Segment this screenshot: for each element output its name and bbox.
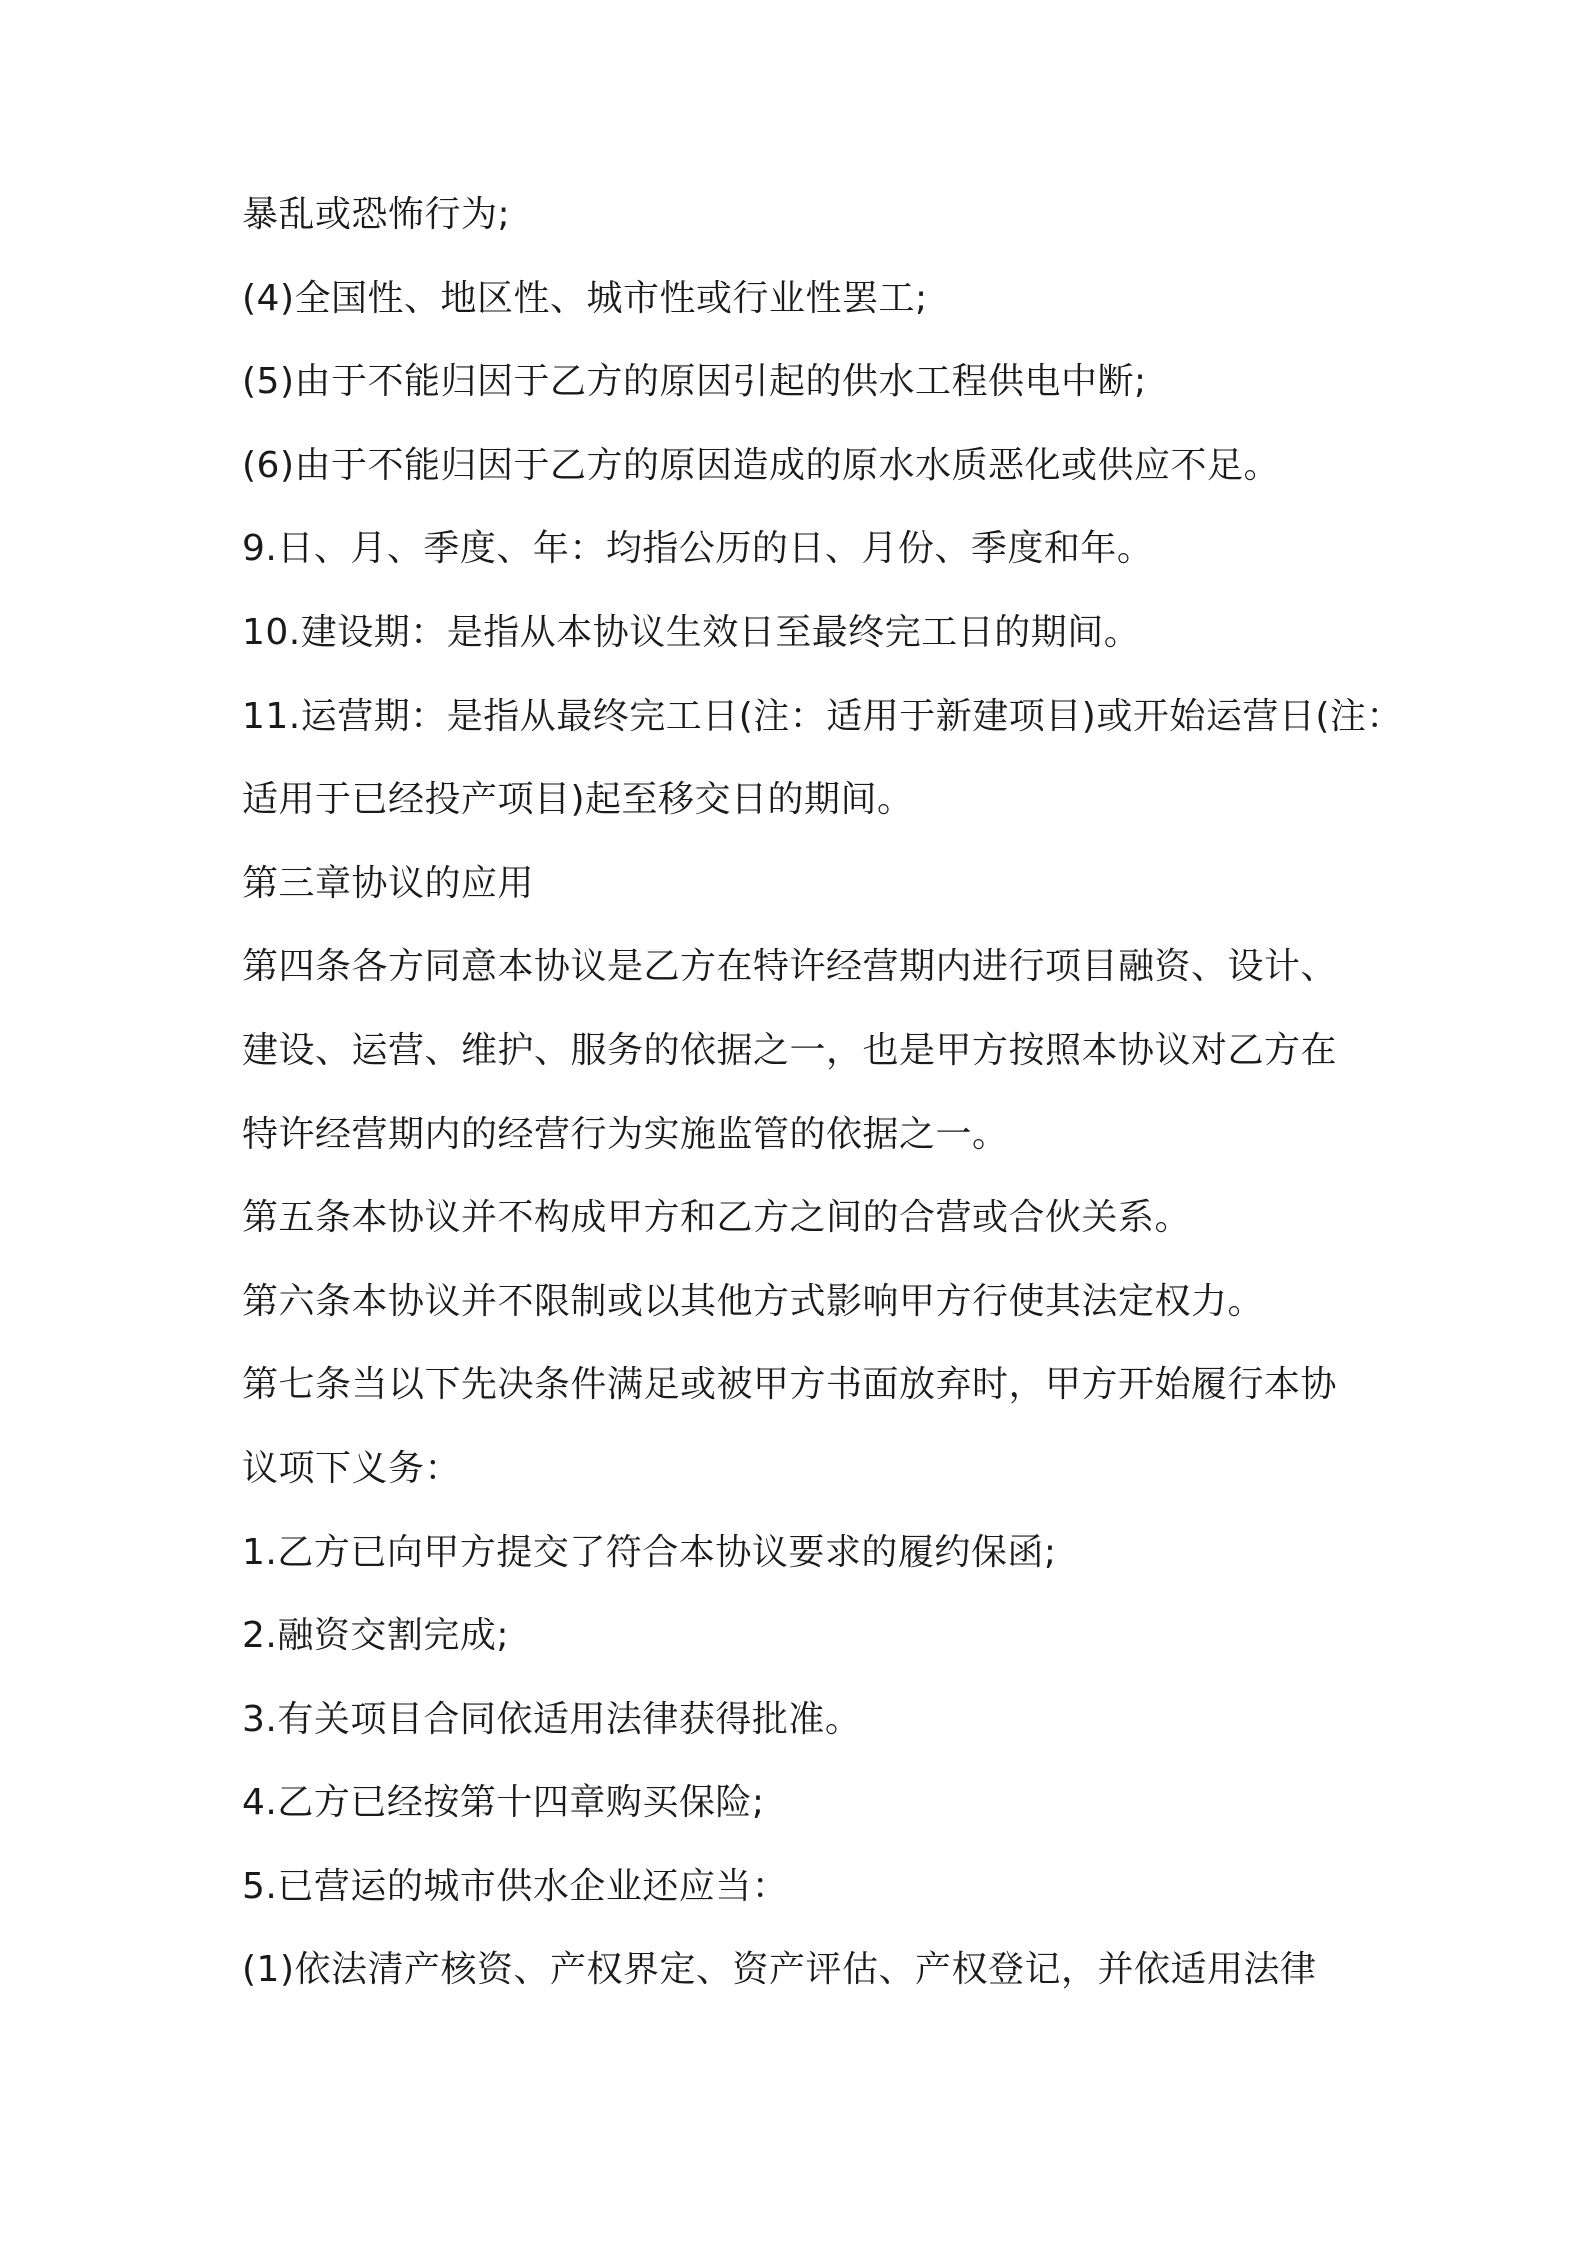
- text-line: 议项下义务：: [242, 1447, 462, 1489]
- text-line: 5.已营运的城市供水企业还应当：: [242, 1865, 789, 1907]
- text-line: 10.建设期：是指从本协议生效日至最终完工日的期间。: [242, 611, 1141, 653]
- text-line: (6)由于不能归因于乙方的原因造成的原水水质恶化或供应不足。: [242, 444, 1280, 486]
- text-line: 2.融资交割完成;: [242, 1615, 509, 1657]
- text-line: 第六条本协议并不限制或以其他方式影响甲方行使其法定权力。: [242, 1280, 1265, 1322]
- text-line: (5)由于不能归因于乙方的原因引起的供水工程供电中断;: [242, 361, 1147, 403]
- text-line: (1)依法清产核资、产权界定、资产评估、产权登记，并依适用法律: [242, 1949, 1317, 1991]
- text-line: 9.日、月、季度、年：均指公历的日、月份、季度和年。: [242, 528, 1154, 570]
- text-line: 第四条各方同意本协议是乙方在特许经营期内进行项目融资、设计、: [242, 946, 1338, 988]
- text-line: 第七条当以下先决条件满足或被甲方书面放弃时，甲方开始履行本协: [242, 1364, 1338, 1406]
- text-line: 3.有关项目合同依适用法律获得批准。: [242, 1698, 862, 1740]
- chapter-heading: 第三章协议的应用: [242, 862, 535, 904]
- text-line: 特许经营期内的经营行为实施监管的依据之一。: [242, 1113, 1009, 1155]
- text-line: 1.乙方已向甲方提交了符合本协议要求的履约保函;: [242, 1531, 1057, 1573]
- text-line: 建设、运营、维护、服务的依据之一，也是甲方按照本协议对乙方在: [242, 1029, 1338, 1071]
- text-line: 第五条本协议并不构成甲方和乙方之间的合营或合伙关系。: [242, 1197, 1192, 1239]
- text-line: 4.乙方已经按第十四章购买保险;: [242, 1782, 765, 1824]
- text-line: 暴乱或恐怖行为;: [242, 194, 511, 235]
- document-body: [242, 194, 1403, 2033]
- text-line: 11.运营期：是指从最终完工日(注：适用于新建项目)或开始运营日(注：: [242, 695, 1403, 737]
- text-line: 适用于已经投产项目)起至移交日的期间。: [242, 779, 914, 821]
- text-line: (4)全国性、地区性、城市性或行业性罢工;: [242, 277, 928, 319]
